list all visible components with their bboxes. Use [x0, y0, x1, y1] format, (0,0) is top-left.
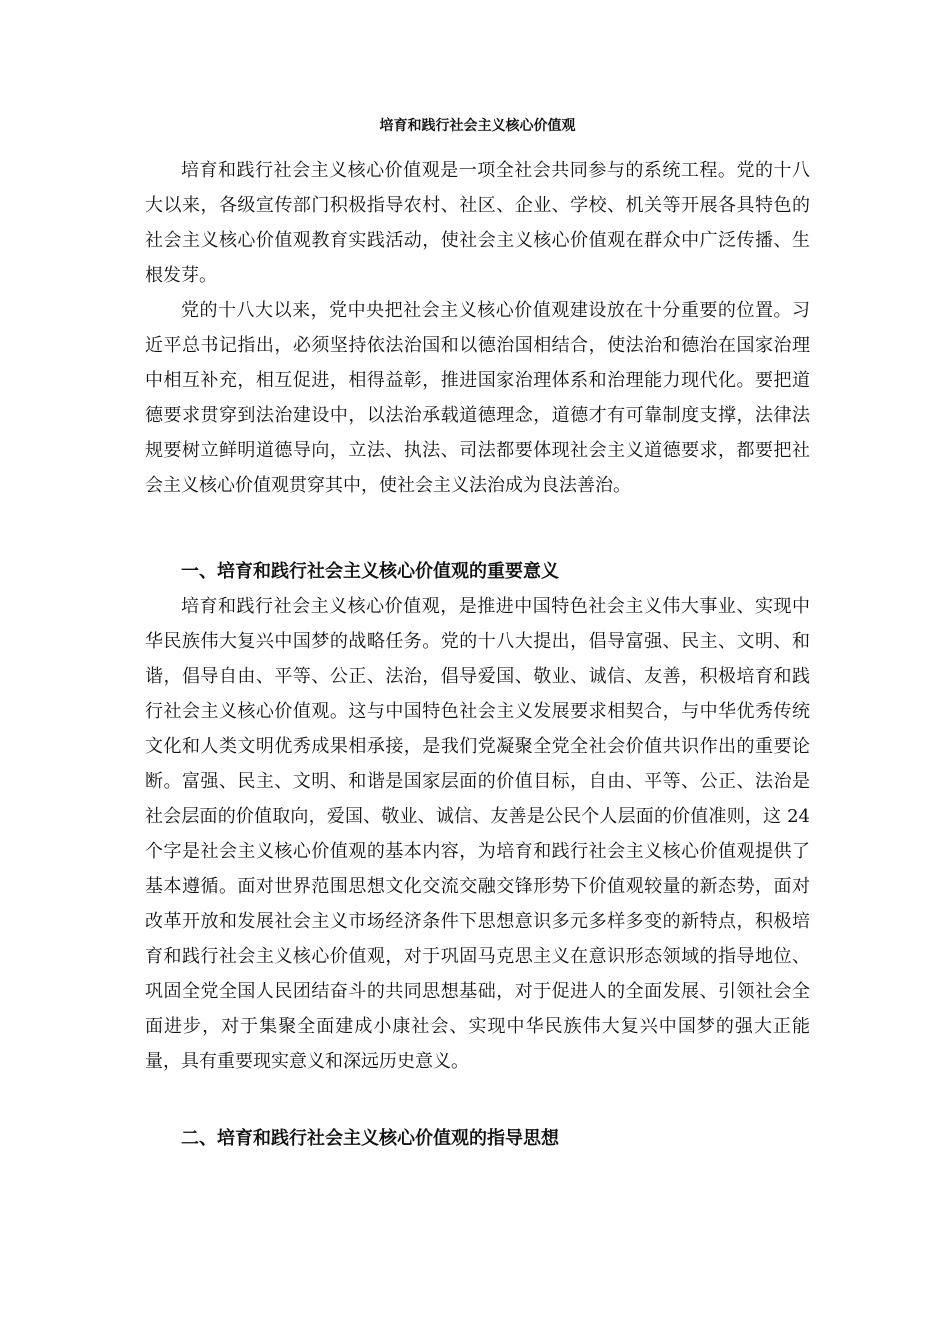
- document-title: 培育和践行社会主义核心价值观: [379, 118, 576, 134]
- intro-paragraph-1: 培育和践行社会主义核心价值观是一项全社会共同参与的系统工程。党的十八大以来，各级宣传部门积极指导农村、社区、企业、学校、机关等开展各具特色的社会主义核心价值观教育实践活动，使社会主义核心价值观在群众中广泛传播、生根发芽。: [145, 160, 810, 286]
- intro-paragraph-2: 党的十八大以来，党中央把社会主义核心价值观建设放在十分重要的位置。习近平总书记指出，必须坚持依法治国和以德治国相结合，使法治和德治在国家治理中相互补充，相互促进，相得益彰，推进国家治理体系和治理能力现代化。要把道德要求贯穿到法治建设中，以法治承载道德理念，道德才有可靠制度支撑，法律法规要树立鲜明道德导向，立法、执法、司法都要体现社会主义道德要求，都要把社会主义核心价值观贯穿其中，使社会主义法治成为良法善治。: [145, 300, 810, 496]
- section-paragraph-1: 培育和践行社会主义核心价值观，是推进中国特色社会主义伟大事业、实现中华民族伟大复兴中国梦的战略任务。党的十八大提出，倡导富强、民主、文明、和谐，倡导自由、平等、公正、法治，倡导爱国、敬业、诚信、友善，积极培育和践行社会主义核心价值观。这与中国特色社会主义发展要求相契合，与中华优秀传统文化和人类文明优秀成果相承接，是我们党凝聚全党全社会价值共识作出的重要论断。富强、民主、文明、和谐是国家层面的价值目标，自由、平等、公正、法治是社会层面的价值取向，爱国、敬业、诚信、友善是公民个人层面的价值准则，这 24 个字是社会主义核心价值观的基本内容，为培育和践行社会主义核心价值观提供了基本遵循。面对世界范围思想文化交流交融交锋形势下价值观较量的新态势，面对改革开放和发展社会主义市场经济条件下思想意识多元多样多变的新特点，积极培育和践行社会主义核心价值观，对于巩固马克思主义在意识形态领域的指导地位、巩固全党全国人民团结奋斗的共同思想基础，对于促进人的全面发展、引领社会全面进步，对于集聚全面建成小康社会、实现中华民族伟大复兴中国梦的强大正能量，具有重要现实意义和深远历史意义。: [145, 596, 810, 1072]
- section-heading-1: 一、培育和践行社会主义核心价值观的重要意义: [181, 561, 559, 582]
- section-heading-2: 二、培育和践行社会主义核心价值观的指导思想: [181, 1128, 559, 1149]
